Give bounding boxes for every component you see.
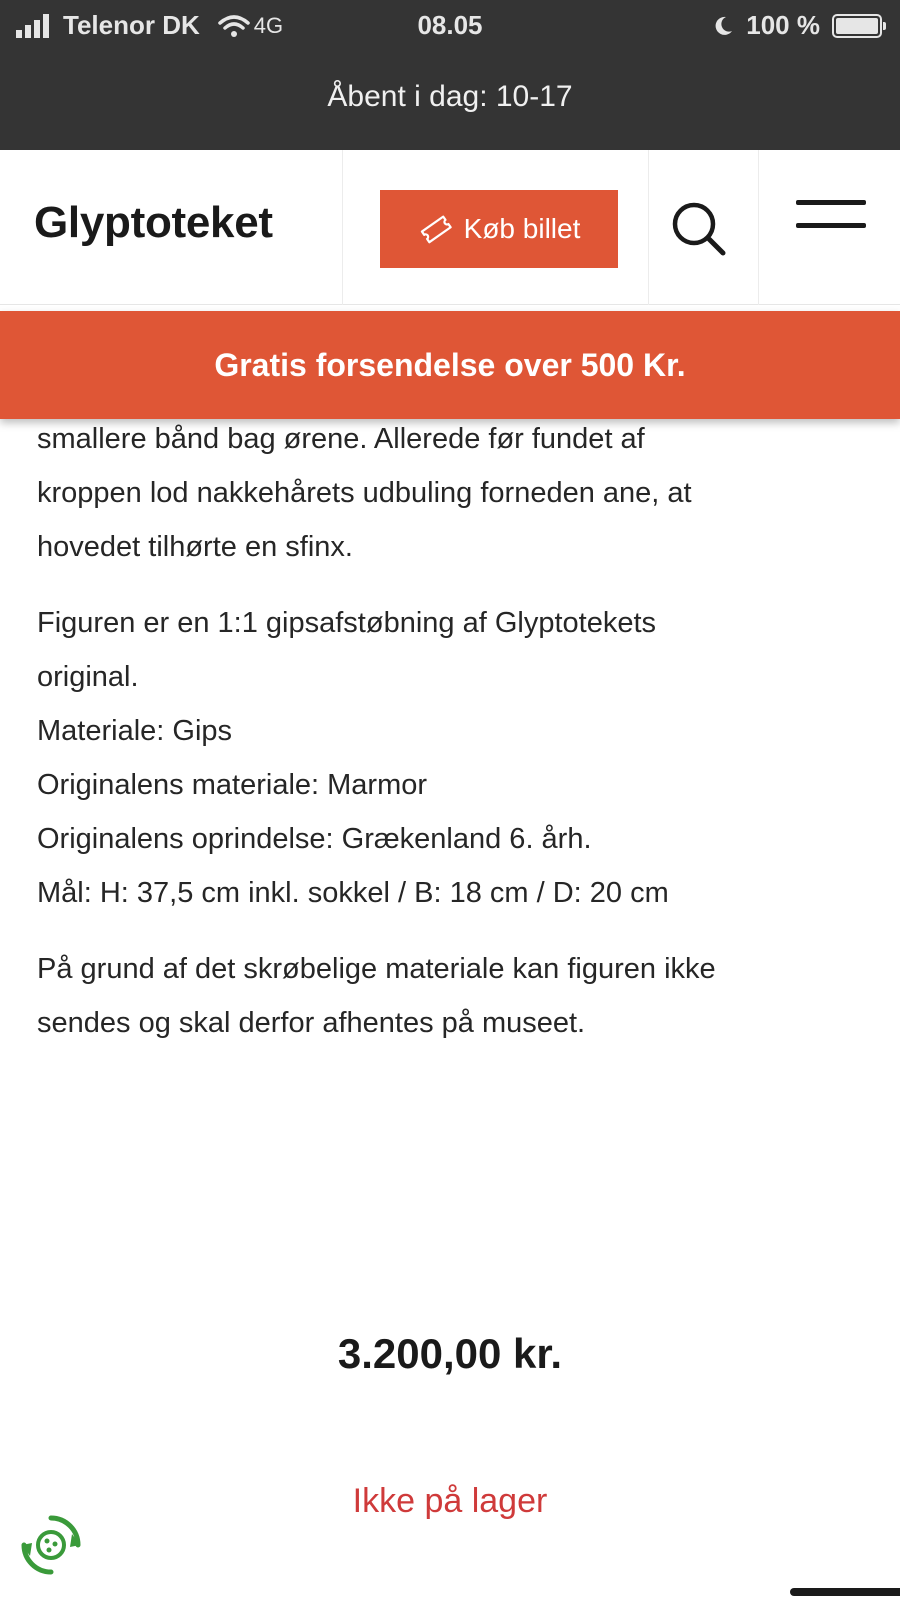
text-line: sendes og skal derfor afhentes på museet. xyxy=(37,1007,586,1039)
battery-percent: 100 % xyxy=(746,10,820,40)
original-origin-line: Originalens oprindelse: Grækenland 6. årh. xyxy=(37,823,592,855)
stock-status: Ikke på lager xyxy=(352,1482,548,1520)
header-divider xyxy=(342,150,343,305)
header-divider xyxy=(648,150,649,305)
home-indicator xyxy=(790,1588,900,1596)
search-icon[interactable] xyxy=(668,198,728,258)
buy-ticket-label: Køb billet xyxy=(463,213,581,244)
header-divider xyxy=(758,150,759,305)
original-material-line: Originalens materiale: Marmor xyxy=(37,769,428,801)
hamburger-menu-icon[interactable] xyxy=(796,200,866,252)
status-bar-right xyxy=(712,10,882,41)
carrier-name: Telenor DK xyxy=(63,10,200,40)
description-details xyxy=(37,596,877,920)
moon-icon xyxy=(712,15,734,37)
battery-icon xyxy=(832,14,882,38)
status-bar xyxy=(0,0,900,50)
text-line: På grund af det skrøbelige materiale kan figuren ikke xyxy=(37,953,716,985)
product-description xyxy=(37,412,877,1072)
text-line: original. xyxy=(37,661,139,693)
site-logo[interactable]: Glyptoteket xyxy=(34,198,273,247)
buy-ticket-button[interactable] xyxy=(380,190,618,268)
network-type: 4G xyxy=(253,12,284,38)
description-intro xyxy=(37,412,877,574)
site-header xyxy=(0,150,900,305)
description-notice xyxy=(37,942,877,1050)
text-line: Figuren er en 1:1 gipsafstøbning af Glyptotekets xyxy=(37,607,657,639)
text-line: smallere bånd bag ørene. Allerede før fundet af xyxy=(37,423,645,455)
battery-fill xyxy=(836,18,878,34)
text-line: hovedet tilhørte en sfinx. xyxy=(37,531,353,563)
ticket-icon xyxy=(418,214,454,244)
status-time: 08.05 xyxy=(417,10,483,40)
free-shipping-banner: Gratis forsendelse over 500 Kr. xyxy=(0,311,900,419)
opening-hours-banner: Åbent i dag: 10-17 xyxy=(0,50,900,150)
dimensions-line: Mål: H: 37,5 cm inkl. sokkel / B: 18 cm / D: 20 cm xyxy=(37,877,669,909)
material-line: Materiale: Gips xyxy=(37,715,233,747)
product-price: 3.200,00 kr. xyxy=(337,1330,563,1377)
cookie-settings-icon[interactable] xyxy=(18,1512,84,1578)
text-line: kroppen lod nakkehårets udbuling forneden ane, at xyxy=(37,477,692,509)
